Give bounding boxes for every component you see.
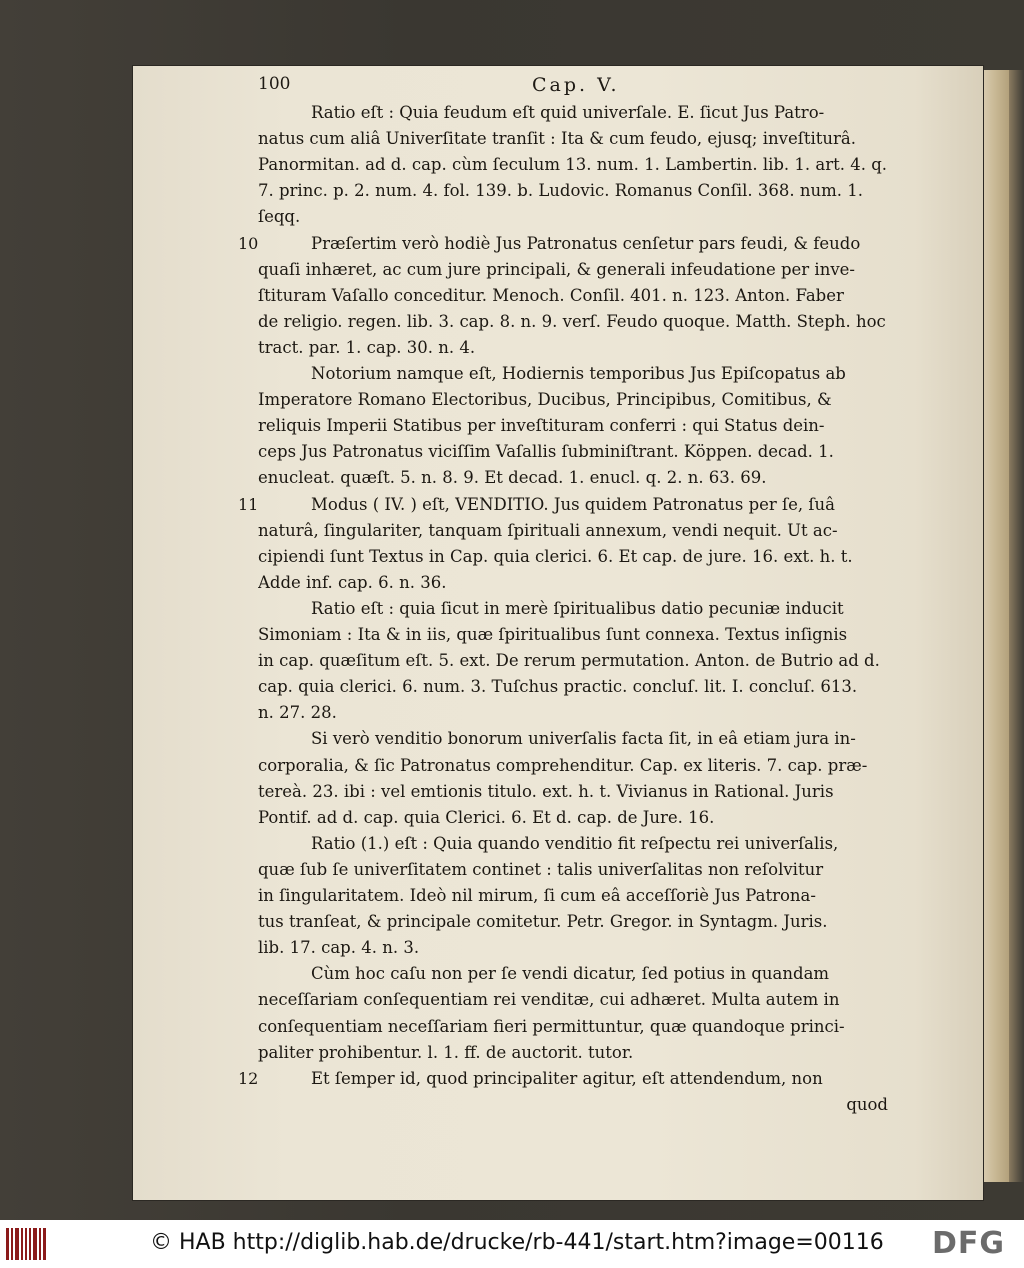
text-line: in cap. quæſitum eſt. 5. ext. De rerum permutation. Anton. de Butrio ad d. bbox=[258, 651, 880, 671]
text-line: Ratio eſt : quia ſicut in merè ſpiritualibus datio pecuniæ inducit bbox=[311, 598, 844, 618]
text-line: de religio. regen. lib. 3. cap. 8. n. 9. verſ. Feudo quoque. Matth. Steph. hoc bbox=[258, 311, 886, 331]
copyright-text: © HAB http://diglib.hab.de/drucke/rb-441/start.htm?image=00116 bbox=[150, 1230, 884, 1255]
text-line: Imperatore Romano Electoribus, Ducibus, Principibus, Comitibus, & bbox=[258, 390, 832, 410]
text-line: 7. princ. p. 2. num. 4. fol. 139. b. Ludovic. Romanus Conſil. 368. num. 1. bbox=[258, 181, 863, 201]
text-line: Adde inf. cap. 6. n. 36. bbox=[258, 572, 447, 592]
text-line: Ratio (1.) eſt : Quia quando venditio fit reſpectu rei univerſalis, bbox=[311, 833, 839, 853]
text-line: cap. quia clerici. 6. num. 3. Tuſchus practic. concluſ. lit. I. concluſ. 613. bbox=[258, 677, 858, 697]
text-line: ſtituram Vaſallo conceditur. Menoch. Conſil. 401. n. 123. Anton. Faber bbox=[258, 285, 844, 305]
text-line: paliter prohibentur. l. 1. ff. de auctorit. tutor. bbox=[258, 1042, 634, 1062]
text-line: tereà. 23. ibi : vel emtionis titulo. ext. h. t. Vivianus in Rational. Juris bbox=[258, 781, 834, 801]
footer-bar bbox=[0, 1220, 1024, 1268]
text-line: corporalia, & ſic Patronatus comprehenditur. Cap. ex literis. 7. cap. præ- bbox=[258, 755, 868, 775]
text-line: Notorium namque eſt, Hodiernis temporibus Jus Epiſcopatus ab bbox=[311, 364, 846, 383]
text-line: quæ ſub ſe univerſitatem continet : talis univerſalitas non reſolvitur bbox=[258, 859, 824, 879]
text-line: Cùm hoc caſu non per ſe vendi dicatur, ſed potius in quandam bbox=[311, 964, 830, 984]
text-line: conſequentiam neceſſariam fieri permittuntur, quæ quandoque princi- bbox=[258, 1016, 845, 1036]
margin-number: 11 bbox=[238, 494, 259, 514]
text-line: neceſſariam conſequentiam rei venditæ, cui adhæret. Multa autem in bbox=[258, 990, 840, 1010]
text-line: in ſingularitatem. Ideò nil mirum, ſi cum eâ acceſſoriè Jus Patrona- bbox=[258, 886, 816, 905]
text-line: natus cum aliâ Univerſitate tranſit : Ita & cum feudo, ejusq; inveſtiturâ. bbox=[258, 129, 856, 149]
text-line: lib. 17. cap. 4. n. 3. bbox=[258, 938, 420, 958]
hab-logo-icon bbox=[6, 1228, 46, 1260]
next-page-edge bbox=[983, 70, 1009, 1182]
page-number: 100 bbox=[258, 74, 291, 94]
chapter-title: Cap. V. bbox=[532, 74, 620, 96]
text-line: ceps Jus Patronatus viciſſim Vaſallis ſubminiſtrant. Köppen. decad. 1. bbox=[258, 442, 834, 462]
text-line: n. 27. 28. bbox=[258, 703, 337, 723]
dfg-logo: DFG bbox=[932, 1226, 1006, 1261]
text-line: quod bbox=[846, 1094, 888, 1114]
text-line: Et ſemper id, quod principaliter agitur, eſt attendendum, non bbox=[311, 1068, 823, 1088]
text-line: Panormitan. ad d. cap. cùm ſeculum 13. num. 1. Lambertin. lib. 1. art. 4. q. bbox=[258, 155, 888, 175]
margin-number: 10 bbox=[238, 233, 259, 253]
running-head bbox=[258, 74, 898, 98]
text-line: enucleat. quæſt. 5. n. 8. 9. Et decad. 1. enucl. q. 2. n. 63. 69. bbox=[258, 468, 767, 488]
text-line: Pontif. ad d. cap. quia Clerici. 6. Et d. cap. de Jure. 16. bbox=[258, 807, 715, 827]
text-line: Modus ( IV. ) eſt, VENDITIO. Jus quidem Patronatus per ſe, ſuâ bbox=[311, 494, 835, 514]
text-line: Simoniam : Ita & in iis, quæ ſpiritualibus ſunt connexa. Textus inſignis bbox=[258, 625, 848, 644]
text-line: Præſertim verò hodiè Jus Patronatus cenſetur pars feudi, & feudo bbox=[311, 233, 861, 253]
page-edge-shadow bbox=[1009, 70, 1024, 1182]
margin-number: 12 bbox=[238, 1068, 259, 1088]
text-line: tus tranſeat, & principale comitetur. Petr. Gregor. in Syntagm. Juris. bbox=[258, 912, 828, 932]
text-line: reliquis Imperii Statibus per inveſtituram conferri : qui Status dein- bbox=[258, 416, 825, 436]
text-line: quaſi inhæret, ac cum jure principali, & generali infeudatione per inve- bbox=[258, 259, 855, 279]
text-line: cipiendi ſunt Textus in Cap. quia clerici. 6. Et cap. de jure. 16. ext. h. t. bbox=[258, 546, 853, 566]
text-line: tract. par. 1. cap. 30. n. 4. bbox=[258, 337, 476, 357]
text-line: naturâ, ſingulariter, tanquam ſpirituali annexum, vendi nequit. Ut ac- bbox=[258, 520, 838, 540]
text-line: Ratio eſt : Quia feudum eſt quid univerſale. E. ſicut Jus Patro- bbox=[311, 103, 825, 122]
text-line: ſeqq. bbox=[258, 207, 301, 227]
text-line: Si verò venditio bonorum univerſalis facta ſit, in eâ etiam jura in- bbox=[311, 729, 856, 749]
